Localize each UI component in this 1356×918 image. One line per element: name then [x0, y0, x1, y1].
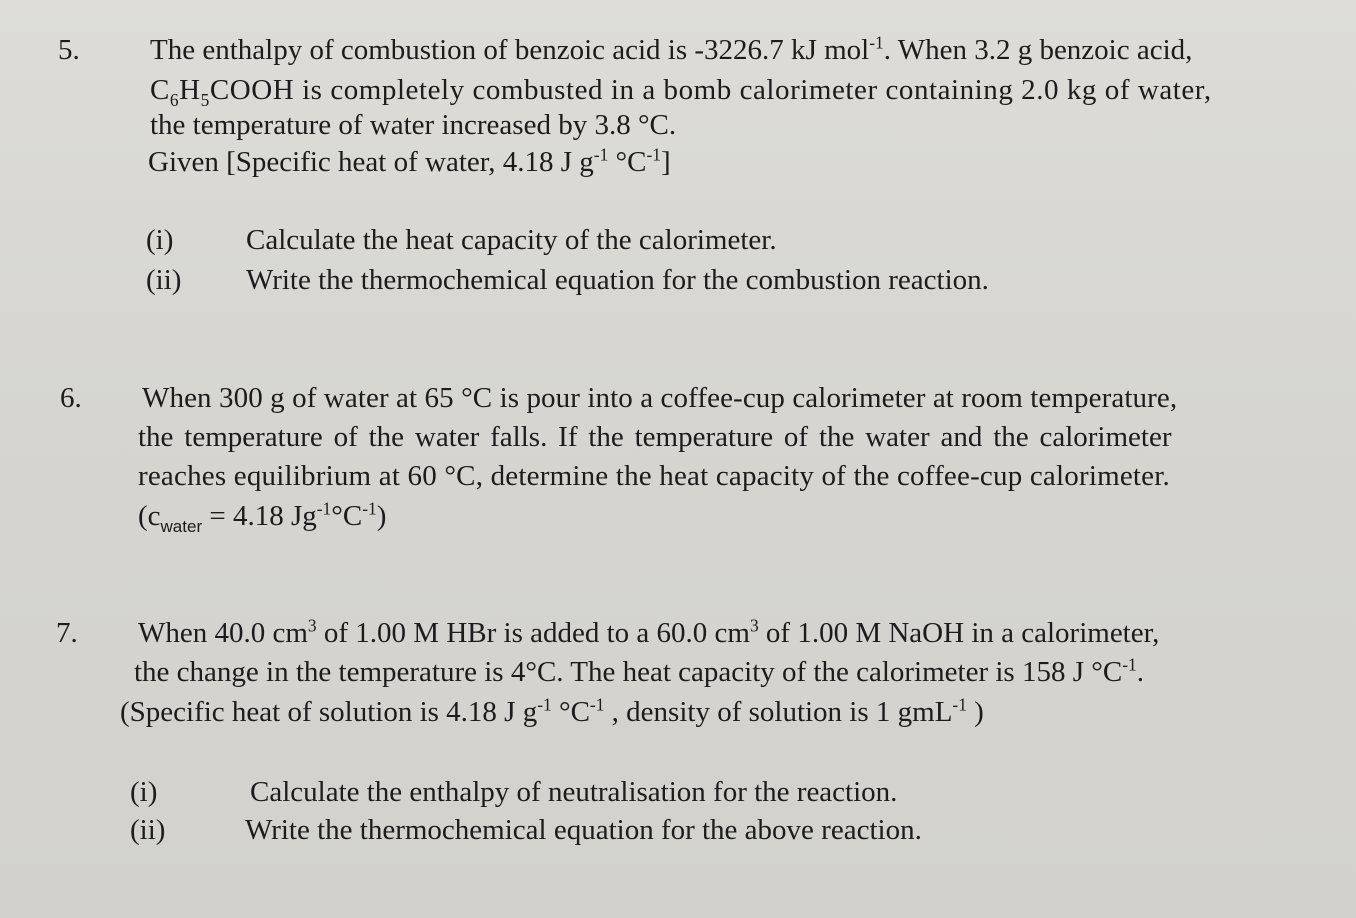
- q5-l2-sub-6: 6: [169, 89, 180, 110]
- question-5-given: [148, 144, 671, 180]
- q7-part-ii-text: Write the thermochemical equation for the above reaction.: [245, 814, 922, 846]
- question-7-number: 7.: [56, 617, 78, 649]
- q5-given-b: °C: [608, 146, 647, 178]
- question-6-line-3: reaches equilibrium at 60 °C, determine the heat capacity of the coffee-cup calorimeter.: [138, 460, 1170, 492]
- q6-c-close: ): [376, 500, 387, 532]
- q7-l3-c: , density of solution is 1 gmL: [604, 696, 953, 728]
- q5-l1-text-b: . When 3.2 g benzoic acid,: [883, 34, 1193, 66]
- q7-l1-a: When 40.0 cm: [138, 617, 308, 649]
- q7-l3-sup2: -1: [589, 694, 605, 715]
- q5-l1-text: The enthalpy of combustion of benzoic acid is -3226.7 kJ mol: [150, 34, 870, 66]
- question-5-part-ii: [146, 262, 989, 298]
- q7-part-i-text: Calculate the enthalpy of neutralisation for the reaction.: [250, 776, 898, 808]
- q5-part-ii-text: Write the thermochemical equation for the combustion reaction.: [246, 264, 989, 296]
- q5-given-sup1: -1: [593, 144, 609, 165]
- q7-l2-sup: -1: [1122, 654, 1137, 675]
- question-5-line-2: [150, 72, 1212, 108]
- q6-c-sub-water: water: [160, 516, 203, 536]
- q6-c-sup2: -1: [362, 498, 377, 519]
- q5-given-sup2: -1: [646, 144, 661, 165]
- question-5-part-i: [146, 222, 777, 258]
- question-7-line-3: [120, 694, 984, 730]
- q7-part-i-label: (i): [130, 776, 158, 808]
- question-7-part-ii: [130, 812, 922, 848]
- q5-part-i-text: Calculate the heat capacity of the calorimeter.: [246, 224, 777, 256]
- question-5-number: 5.: [58, 34, 80, 66]
- q7-l3-a: (Specific heat of solution is 4.18 J g: [120, 696, 538, 728]
- q7-l3-d: ): [966, 696, 984, 728]
- q6-c-value: = 4.18 Jg: [202, 500, 317, 532]
- question-6-specific-heat: [138, 498, 386, 534]
- q5-given-a: Given [Specific heat of water, 4.18 J g: [148, 146, 594, 178]
- question-6-line-2: the temperature of the water falls. If the temperature of the water and the calorimeter: [138, 421, 1172, 453]
- q5-l2-h: H: [179, 74, 201, 106]
- q7-part-ii-label: (ii): [130, 814, 166, 846]
- q7-l2-b: .: [1136, 656, 1144, 688]
- q5-part-ii-label: (ii): [146, 264, 182, 296]
- q7-l1-b: of 1.00 M HBr is added to a 60.0 cm: [316, 617, 750, 649]
- question-7-line-2: [134, 654, 1144, 690]
- q7-l3-sup3: -1: [952, 694, 967, 715]
- q7-l1-c: of 1.00 M NaOH in a calorimeter,: [758, 617, 1160, 649]
- q5-l2-sub-5: 5: [200, 89, 210, 110]
- q6-c-sup1: -1: [316, 498, 332, 519]
- q5-l2-rest: COOH is completely combusted in a bomb calorimeter containing 2.0 kg of water,: [209, 74, 1212, 106]
- question-6-line-1: When 300 g of water at 65 °C is pour into a coffee-cup calorimeter at room temperature,: [142, 382, 1178, 414]
- q5-given-c: ]: [660, 146, 671, 178]
- question-7-part-i: [130, 774, 897, 810]
- question-7-line-1: [138, 615, 1159, 651]
- q7-l3-b: °C: [551, 696, 590, 728]
- q7-l2-a: the change in the temperature is 4°C. The heat capacity of the calorimeter is 158 J °C: [134, 656, 1123, 688]
- question-5-line-1: [150, 32, 1192, 68]
- q5-part-i-label: (i): [146, 224, 174, 256]
- q6-c-degc: °C: [331, 500, 363, 532]
- q6-c-open: (c: [138, 500, 161, 532]
- q7-l1-sup1: 3: [307, 615, 317, 636]
- q7-l1-sup2: 3: [749, 615, 759, 636]
- q5-l2-c: C: [150, 74, 170, 106]
- question-6-number: 6.: [60, 382, 82, 414]
- question-5-line-3: the temperature of water increased by 3.8 °C.: [150, 109, 677, 141]
- q7-l3-sup1: -1: [537, 694, 552, 715]
- q5-l1-sup: -1: [869, 32, 884, 53]
